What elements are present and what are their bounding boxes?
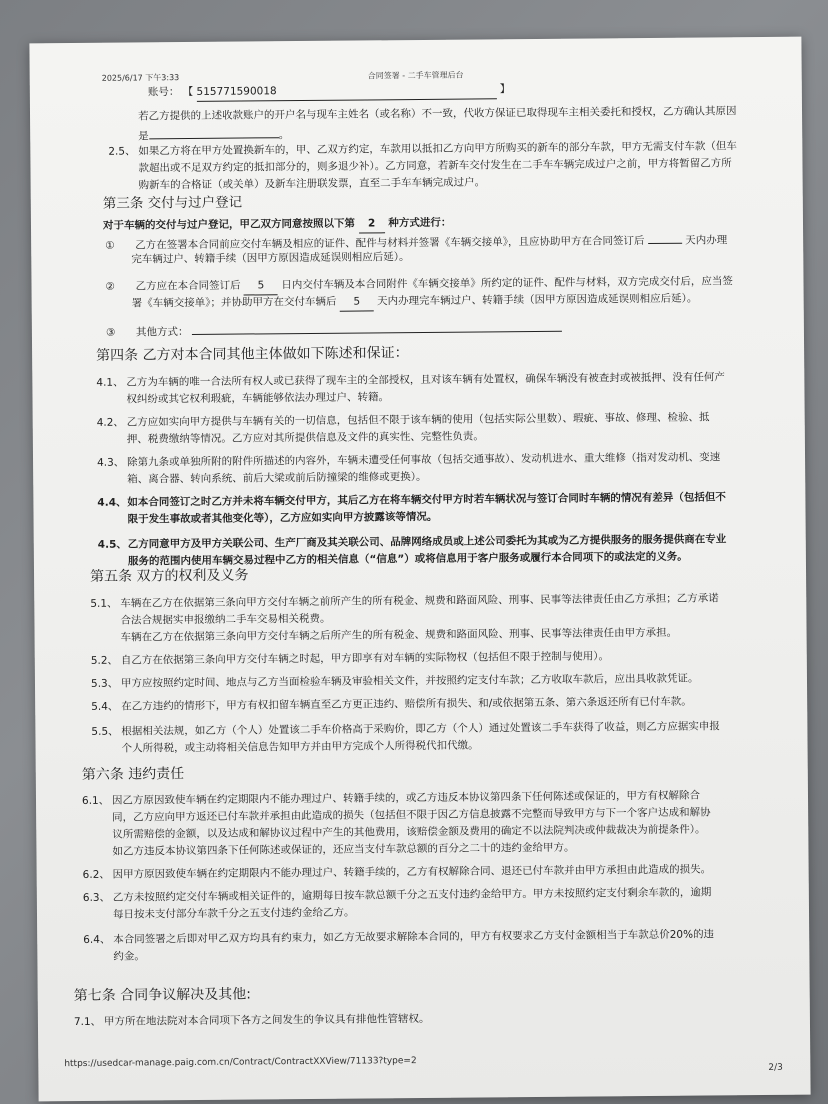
option-2-line2 — [132, 291, 698, 314]
section-5-title: 第五条 双方的权利及义务 — [89, 567, 249, 585]
clause-line: 乙方同意甲方及甲方关联公司、生产厂商及其关联公司、品牌网络成员或上述公司委托为其或为乙方提供服务的服务提供商在专业 — [127, 533, 727, 551]
clause-number: 4.2、 — [96, 416, 124, 429]
clause-number: 5.4、 — [91, 700, 119, 713]
clause-line: 甲方所在地法院对本合同项下各方之间发生的争议具有排他性管辖权。 — [103, 1012, 430, 1028]
section-5-clauses — [90, 590, 758, 755]
clause-4-2 — [97, 409, 757, 449]
payee-note-lead: 是 — [138, 130, 149, 143]
clause-line: 服务的范围内使用车辆交易过程中乙方的相关信息（“信息”）或将信息用于客户服务或履行本合同项下的或法定的义务。 — [127, 550, 688, 568]
clause-line: 购新车的合格证（或关单）及新车注册联发票，直至二手车车辆完成过户。 — [138, 176, 486, 192]
clause-line: 每日按未支付部分车款千分之五支付违约金给乙方。 — [112, 906, 355, 921]
clause-line: 同，乙方应向甲方返还已付车款并承担由此造成的损失（包括但不限于因乙方信息披露不完整而导致甲方与下一个客户达成和解协 — [112, 806, 711, 824]
account-bracket-close: 】 — [499, 83, 511, 96]
clause-5-4 — [91, 693, 759, 716]
option-3-label: 其他方式： — [135, 326, 189, 339]
clause-2-5 — [108, 138, 748, 195]
option-mark: ② — [105, 280, 115, 293]
clause-number: 4.1、 — [96, 376, 124, 389]
clause-line: 约金。 — [113, 950, 145, 963]
clause-line: 如本合同签订之时乙方并未将车辆交付甲方，其后乙方在将车辆交付甲方时若车辆状况与签订合同时车辆的情况有差异（包括但不 — [127, 491, 726, 509]
clause-line: 如果乙方将在甲方处置换新车的，甲、乙双方约定，车款用以抵扣乙方向甲方所购买的新车的部分车款，甲方无需支付车款（但车 — [138, 140, 737, 158]
clause-line: 在乙方违约的情形下，甲方有权扣留车辆直至乙方更正违约、赔偿所有损失、和/或依据第五条、第六条返还所有已付车款。 — [121, 695, 692, 713]
clause-5-3 — [91, 670, 759, 693]
contract-page — [29, 37, 810, 1102]
clause-6-2 — [83, 861, 763, 884]
account-line — [148, 81, 511, 102]
clause-7-1 — [74, 1008, 764, 1031]
clause-6-1 — [82, 787, 763, 861]
clause-4-1 — [96, 369, 756, 409]
payee-note-line2: 是 。 — [138, 124, 289, 145]
clause-line: 乙方未按照约定交付车辆或相关证件的，逾期每日按车款总额千分之五支付违约金给甲方。甲方未按照约定支付剩余车款的，逾期 — [112, 886, 712, 904]
clause-4-5 — [98, 531, 758, 571]
clause-line: 本合同签署之后即对甲乙双方均具有约束力，如乙方无故要求解除本合同的，甲方有权要求乙方支付金额相当于车款总价20%的违 — [113, 928, 715, 946]
clause-number: 4.3、 — [97, 456, 125, 469]
option-mark: ③ — [105, 326, 116, 339]
option-1-text-end: 天内办理 — [685, 234, 728, 247]
clause-6-3 — [83, 884, 763, 924]
account-number: 515771590018 — [196, 81, 496, 102]
clause-number: 5.5、 — [91, 725, 119, 738]
clause-number: 5.2、 — [90, 654, 119, 667]
option-2-line2-end: 天内办理完车辆过户、转籍手续（因甲方原因造成延误则相应后延）。 — [377, 292, 698, 308]
clause-number: 7.1、 — [73, 1015, 102, 1029]
clause-line: 自乙方在依据第三条向甲方交付车辆之时起，甲方即享有对车辆的实际物权（包括但不限于控制与使用）。 — [120, 650, 610, 667]
option-2-delivery-days: 5 — [244, 277, 278, 295]
clause-line: 车辆在乙方在依据第三条向甲方交付车辆之前所产生的所有税金、规费和路面风险、刑事、民事等法律责任由乙方承担；乙方承诺 — [120, 592, 719, 610]
print-timestamp: 2025/6/17 下午3:33 — [101, 73, 180, 83]
option-3 — [106, 318, 562, 342]
section-7-clauses — [73, 1008, 764, 1029]
clause-line: 箱、离合器、转向系统、前后大梁或前后防撞梁的维修或更换）。 — [127, 470, 427, 486]
clause-5-2 — [91, 647, 759, 670]
clause-4-3 — [97, 449, 757, 489]
option-1-days — [648, 230, 682, 244]
section-4-clauses — [96, 369, 756, 568]
clause-line: 押、税费缴纳等情况。乙方应对其所提供信息及文件的真实性、完整性负责。 — [126, 430, 484, 446]
clause-line: 限于发生事故或者其他变化等），乙方应如实向甲方披露该等情况。 — [127, 510, 438, 526]
clause-6-4 — [83, 926, 763, 966]
clause-line: 如乙方违反本协议第四条下任何陈述或保证的，还应当支付车款总额的百分之二十的违约金给甲方。 — [112, 841, 575, 858]
option-2-text-cont: 日内交付车辆及本合同附件《车辆交接单》所约定的证件、配件与材料，双方完成交付后，应当签 — [281, 275, 733, 292]
clause-number: 5.3、 — [90, 677, 119, 690]
payee-note-line1: 若乙方提供的上述收款账户的开户名与现车主姓名（或名称）不一致，代收方保证已取得现车主相关委托和授权，乙方确认其原因 — [137, 105, 737, 123]
clause-line: 车辆在乙方在依据第三条向甲方交付车辆之后所产生的所有税金、规费和路面风险、刑事、民事等法律责任由甲方承担。 — [120, 626, 678, 644]
section-4-title: 第四条 乙方对本合同其他主体做如下陈述和保证： — [96, 345, 409, 364]
clause-5-1 — [90, 590, 758, 647]
intro-text-end: 种方式进行： — [388, 216, 452, 230]
page-url: https://usedcar-manage.paig.com.cn/Contract/ContractXXView/71133?type=2 — [64, 1056, 417, 1070]
clause-line: 除第九条或单独所附的附件所描述的内容外，车辆未遭受任何事故（包括交通事故）、发动机进水、重大维修（指对发动机、变速 — [127, 451, 721, 469]
option-mark: ① — [105, 239, 115, 252]
method-number: 2 — [359, 215, 385, 233]
print-title: 合同签署 - 二手车管理后台 — [367, 70, 464, 81]
clause-line: 款超出或不足双方约定的抵扣部分的，则多退少补）。乙方同意，若新车交付发生在二手车车辆完成过户之前，甲方将暂留乙方所 — [138, 157, 732, 175]
clause-line: 乙方应如实向甲方提供与车辆有关的一切信息，包括但不限于该车辆的使用（包括实际公里数）、瑕疵、事故、修理、检验、抵 — [126, 411, 710, 429]
section-6-title: 第六条 违约责任 — [81, 766, 185, 783]
intro-text: 对于车辆的交付与过户登记，甲乙双方同意按照以下第 — [102, 217, 356, 232]
clause-number: 4.4、 — [97, 496, 127, 509]
account-label: 账号： — [147, 86, 180, 99]
option-3-other-method — [192, 318, 562, 335]
clause-line: 个人所得税，或主动将相关信息告知甲方并由甲方完成个人所得税代扣代缴。 — [121, 739, 479, 755]
option-2-transfer-days: 5 — [340, 293, 374, 311]
clause-line: 权纠纷或其它权利瑕疵，车辆能够依法办理过户、转籍。 — [126, 391, 390, 406]
clause-line: 议所需赔偿的金额，以及达成和解协议过程中产生的其他费用，该赔偿金额及费用的确定不以法院判决或仲裁裁决为前提条件）。 — [112, 823, 706, 841]
clause-number: 6.1、 — [81, 794, 110, 807]
clause-number: 2.5、 — [108, 145, 136, 158]
page-number: 2/3 — [768, 1062, 783, 1073]
clause-line: 乙方为车辆的唯一合法所有权人或已获得了现车主的全部授权，且对该车辆有处置权，确保车辆没有被查封或被抵押、没有任何产 — [126, 371, 725, 389]
option-2-text: 乙方应在本合同签订后 — [135, 279, 241, 293]
clause-number: 4.5、 — [97, 538, 127, 551]
clause-line: 根据相关法规，如乙方（个人）处置该二手车价格高于采购价，即乙方（个人）通过处置该二手车获得了收益，则乙方应据实申报 — [121, 720, 720, 738]
clause-line: 因甲方原因致使车辆在约定期限内不能办理过户、转籍手续的，乙方有权解除合同、退还已付车款并由甲方承担由此造成的损失。 — [112, 863, 712, 881]
section-7-title: 第七条 合同争议解决及其他: — [73, 986, 251, 1005]
clause-number: 5.1、 — [90, 597, 118, 610]
clause-5-5 — [91, 718, 759, 758]
clause-line: 甲方应按照约定时间、地点与乙方当面检验车辆及审验相关文件，并按照约定支付车款；乙方收取车款后，应出具收款凭证。 — [120, 672, 699, 690]
payee-reason-blank — [149, 124, 279, 139]
option-1-text: 乙方在签署本合同前应交付车辆及相应的证件、配件与材料并签署《车辆交接单》，且应协助甲方在合同签订后 — [135, 235, 645, 252]
option-1-line2: 完车辆过户、转籍手续（因甲方原因造成延误则相应后延）。 — [131, 251, 410, 266]
clause-number: 6.3、 — [82, 891, 111, 904]
clause-number: 6.2、 — [82, 868, 110, 881]
clause-line: 合法合规据实申报缴纳二手车交易相关税费。 — [120, 612, 331, 627]
clause-line: 因乙方原因致使车辆在约定期限内不能办理过户、转籍手续的，或乙方违反本协议第四条下任何陈述或保证的，甲方有权解除合 — [111, 789, 701, 807]
section-3-title: 第三条 交付与过户登记 — [102, 194, 243, 212]
clause-number: 6.4、 — [83, 933, 111, 946]
option-2-line2-text: 署《车辆交接单》；并协助甲方在交付车辆后 — [131, 295, 337, 310]
clause-4-4 — [97, 489, 757, 529]
section-6-clauses — [81, 787, 762, 963]
account-bracket-open: 【 — [182, 85, 194, 99]
